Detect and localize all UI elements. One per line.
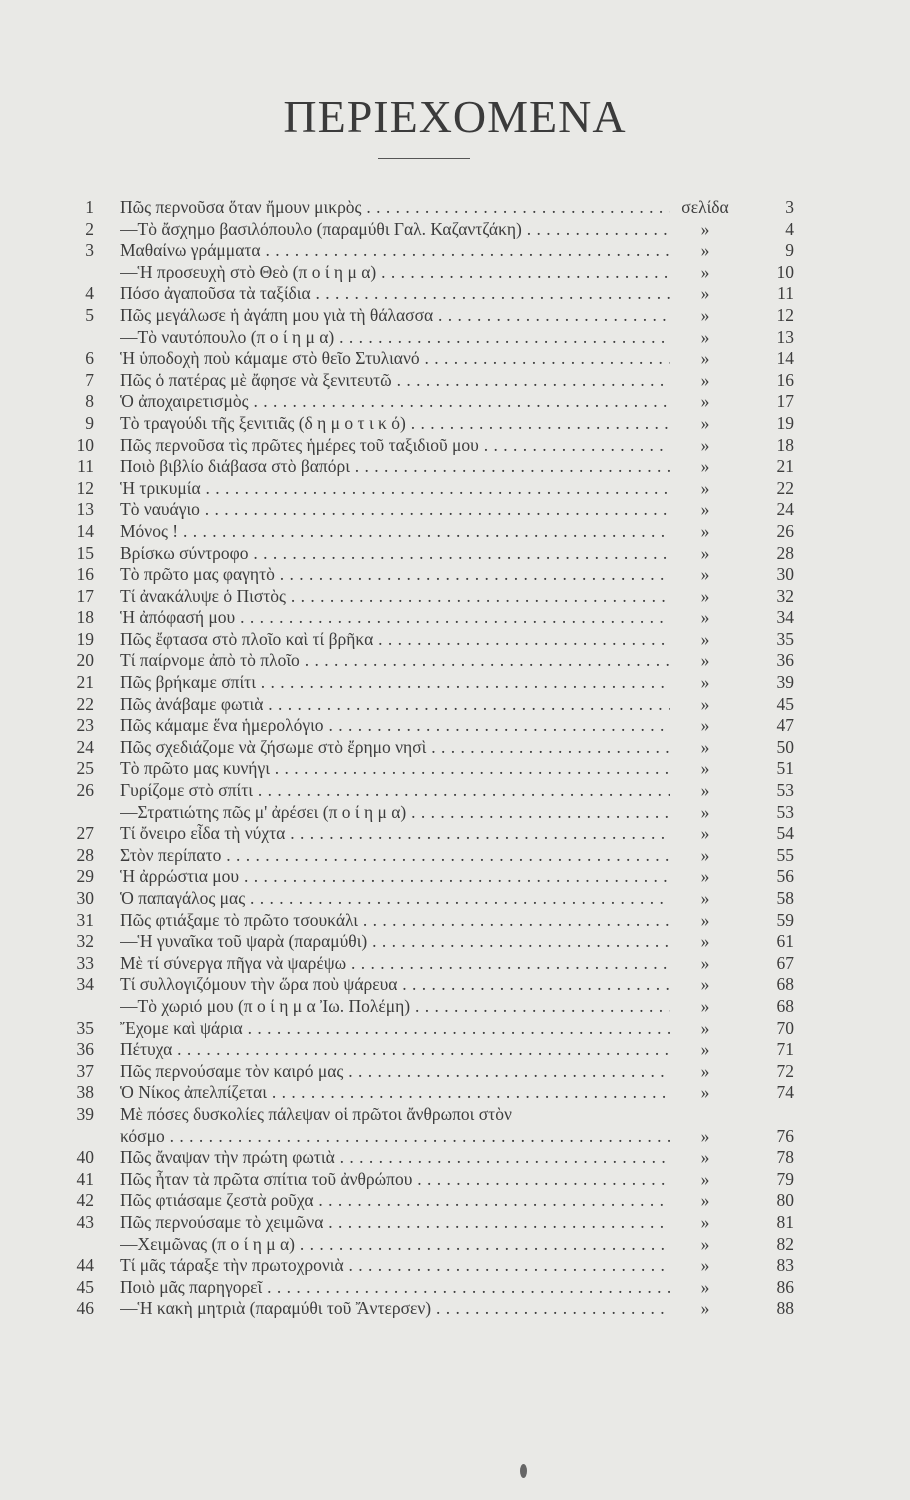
table-of-contents	[60, 197, 800, 1320]
chapter-title: —Στρατιώτης πῶς μ' ἀρέσει (π ο ί η μ α) . . .	[120, 802, 690, 824]
page-number: 68	[760, 996, 794, 1018]
chapter-number: 21	[76, 672, 94, 693]
chapter-title: Πῶς περνούσαμε τὸν καιρό μας . . .	[120, 1061, 690, 1083]
toc-entry	[60, 888, 800, 910]
chapter-number: 18	[76, 607, 94, 628]
chapter-title: —Ἡ προσευχὴ στὸ Θεὸ (π ο ί η μ α) . . .	[120, 262, 690, 284]
page-marker: »	[670, 650, 740, 672]
page-marker: »	[670, 737, 740, 759]
chapter-number: 30	[76, 888, 94, 908]
chapter-number: 10	[76, 434, 94, 455]
page-marker: »	[670, 456, 740, 478]
chapter-title: Πῶς κάμαμε ἕνα ἡμερολόγιο . . .	[120, 715, 690, 737]
chapter-title-continuation: κόσμο . . .	[120, 1126, 690, 1148]
page-number: 86	[760, 1277, 794, 1299]
chapter-title: —Τὸ ἄσχημο βασιλόπουλο (παραμύθι Γαλ. Καζαντζάκη) . . .	[120, 219, 690, 241]
page-marker: »	[670, 802, 740, 824]
chapter-number: 31	[76, 909, 94, 930]
chapter-title: Τί συλλογιζόμουν τὴν ὥρα ποὺ ψάρευα . . .	[120, 974, 690, 996]
page-number: 74	[760, 1082, 794, 1104]
page-marker: »	[670, 672, 740, 694]
chapter-number: 12	[76, 477, 94, 498]
toc-entry	[60, 435, 800, 457]
page-marker: »	[670, 996, 740, 1018]
page-marker: »	[670, 1212, 740, 1234]
chapter-number: 39	[76, 1103, 94, 1124]
page-number: 32	[760, 586, 794, 608]
toc-entry	[60, 456, 800, 478]
page-number: 16	[760, 370, 794, 392]
toc-entry	[60, 543, 800, 565]
chapter-number: 6	[85, 348, 94, 369]
toc-entry	[60, 758, 800, 780]
toc-entry	[60, 327, 800, 349]
chapter-title: Μὲ τί σύνεργα πῆγα νὰ ψαρέψω . . .	[120, 953, 690, 975]
toc-entry	[60, 1277, 800, 1299]
page-number: 11	[760, 283, 794, 305]
page-marker: »	[670, 1255, 740, 1277]
page-number: 10	[760, 262, 794, 284]
chapter-title: Τί ἀνακάλυψε ὁ Πιστὸς . . .	[120, 586, 690, 608]
toc-entry	[60, 1082, 800, 1104]
page-marker: »	[670, 715, 740, 737]
chapter-title: Τί παίρνομε ἀπὸ τὸ πλοῖο . . .	[120, 650, 690, 672]
chapter-number: 1	[85, 197, 94, 217]
chapter-title: Τὸ ναυάγιο . . .	[120, 499, 690, 521]
toc-entry	[60, 845, 800, 867]
page-marker: »	[670, 521, 740, 543]
toc-entry-continuation	[60, 1126, 800, 1148]
page-number: 47	[760, 715, 794, 737]
page-number: 71	[760, 1039, 794, 1061]
chapter-number: 25	[76, 758, 94, 779]
toc-entry	[60, 283, 800, 305]
chapter-title: Πῶς φτιάσαμε ζεστὰ ροῦχα . . .	[120, 1190, 690, 1212]
chapter-number: 40	[76, 1147, 94, 1168]
chapter-title: —Ἡ κακὴ μητριὰ (παραμύθι τοῦ Ἄντερσεν) . . .	[120, 1298, 690, 1320]
chapter-title: Ἡ τρικυμία . . .	[120, 478, 690, 500]
chapter-number: 34	[76, 974, 94, 995]
chapter-number: 38	[76, 1082, 94, 1103]
chapter-number: 35	[76, 1017, 94, 1038]
page-number: 53	[760, 802, 794, 824]
page-number: 50	[760, 737, 794, 759]
chapter-title: Πῶς φτιάξαμε τὸ πρῶτο τσουκάλι . . .	[120, 910, 690, 932]
chapter-title: Πῶς περνοῦσα τὶς πρῶτες ἡμέρες τοῦ ταξιδιοῦ μου . . .	[120, 435, 690, 457]
chapter-number: 17	[76, 585, 94, 606]
chapter-title: Πῶς ἄναψαν τὴν πρώτη φωτιὰ . . .	[120, 1147, 690, 1169]
toc-entry	[60, 391, 800, 413]
chapter-number: 23	[76, 715, 94, 736]
chapter-number: 24	[76, 736, 94, 757]
chapter-number: 22	[76, 693, 94, 714]
page-number: 3	[760, 197, 794, 219]
chapter-title: Πῶς ἔφτασα στὸ πλοῖο καὶ τί βρῆκα . . .	[120, 629, 690, 651]
chapter-title: Τὸ τραγούδι τῆς ξενιτιᾶς (δ η μ ο τ ι κ ό) . . .	[120, 413, 690, 435]
chapter-title: Πέτυχα . . .	[120, 1039, 690, 1061]
page-number: 39	[760, 672, 794, 694]
chapter-number: 45	[76, 1276, 94, 1297]
page-marker: »	[670, 327, 740, 349]
page-number: 72	[760, 1061, 794, 1083]
page-marker: »	[670, 974, 740, 996]
page-number: 58	[760, 888, 794, 910]
chapter-number: 20	[76, 650, 94, 671]
chapter-title: Ἡ ὑποδοχὴ ποὺ κάμαμε στὸ θεῖο Στυλιανό . . .	[120, 348, 690, 370]
toc-entry	[60, 607, 800, 629]
page-marker: »	[670, 435, 740, 457]
toc-entry	[60, 1234, 800, 1256]
page-marker: »	[670, 607, 740, 629]
toc-entry	[60, 1190, 800, 1212]
chapter-number: 32	[76, 931, 94, 952]
chapter-number: 11	[77, 456, 94, 477]
chapter-title: Πῶς περνοῦσα ὅταν ἤμουν μικρὸς . . .	[120, 197, 690, 219]
chapter-title: Ποιὸ βιβλίο διάβασα στὸ βαπόρι . . .	[120, 456, 690, 478]
page-number: 36	[760, 650, 794, 672]
chapter-title: —Ἡ γυναῖκα τοῦ ψαρὰ (παραμύθι) . . .	[120, 931, 690, 953]
chapter-title: Ὁ παπαγάλος μας . . .	[120, 888, 690, 910]
page-marker: »	[670, 1169, 740, 1191]
chapter-number: 8	[85, 391, 94, 412]
chapter-title: Πῶς βρήκαμε σπίτι . . .	[120, 672, 690, 694]
page-marker: »	[670, 694, 740, 716]
page-marker: »	[670, 283, 740, 305]
chapter-title: Τί ὄνειρο εἶδα τὴ νύχτα . . .	[120, 823, 690, 845]
page-marker: »	[670, 240, 740, 262]
chapter-title: —Χειμῶνας (π ο ί η μ α) . . .	[120, 1234, 690, 1256]
toc-entry	[60, 1061, 800, 1083]
page-number: 80	[760, 1190, 794, 1212]
toc-entry	[60, 694, 800, 716]
page-number: 70	[760, 1018, 794, 1040]
toc-entry	[60, 953, 800, 975]
page-marker: »	[670, 586, 740, 608]
chapter-number: 15	[76, 542, 94, 563]
page-marker: »	[670, 564, 740, 586]
page-marker: »	[670, 953, 740, 975]
page-number: 67	[760, 953, 794, 975]
page-marker: »	[670, 1018, 740, 1040]
page-number: 17	[760, 391, 794, 413]
toc-entry	[60, 823, 800, 845]
chapter-number: 28	[76, 844, 94, 865]
page-number: 14	[760, 348, 794, 370]
chapter-title: —Τὸ ναυτόπουλο (π ο ί η μ α) . . .	[120, 327, 690, 349]
toc-entry	[60, 1147, 800, 1169]
chapter-title: Βρίσκω σύντροφο . . .	[120, 543, 690, 565]
page-marker: »	[670, 888, 740, 910]
page-marker: »	[670, 219, 740, 241]
chapter-number: 4	[85, 283, 94, 304]
page-number: 76	[760, 1126, 794, 1148]
chapter-number: 5	[85, 304, 94, 325]
page-number: 30	[760, 564, 794, 586]
chapter-number: 37	[76, 1060, 94, 1081]
chapter-title: Τὸ πρῶτο μας φαγητὸ . . .	[120, 564, 690, 586]
ink-spot	[520, 1464, 527, 1478]
toc-entry	[60, 737, 800, 759]
chapter-title: Πόσο ἀγαποῦσα τὰ ταξίδια . . .	[120, 283, 690, 305]
page-marker: »	[670, 478, 740, 500]
page-number: 12	[760, 305, 794, 327]
chapter-title: Ποιὸ μᾶς παρηγορεῖ . . .	[120, 1277, 690, 1299]
toc-entry	[60, 996, 800, 1018]
chapter-number: 36	[76, 1039, 94, 1060]
toc-entry	[60, 629, 800, 651]
page-number: 88	[760, 1298, 794, 1320]
page-number: 55	[760, 845, 794, 867]
page-marker: »	[670, 262, 740, 284]
chapter-title: Πῶς σχεδιάζομε νὰ ζήσωμε στὸ ἔρημο νησὶ . . .	[120, 737, 690, 759]
chapter-number: 19	[76, 628, 94, 649]
chapter-number: 33	[76, 952, 94, 973]
page-marker: »	[670, 629, 740, 651]
page-number: 21	[760, 456, 794, 478]
page-number: 35	[760, 629, 794, 651]
page-marker: σελίδα	[670, 197, 740, 219]
page-marker: »	[670, 499, 740, 521]
page-number: 9	[760, 240, 794, 262]
page-marker: »	[670, 1298, 740, 1320]
chapter-title: Ὁ ἀποχαιρετισμὸς . . .	[120, 391, 690, 413]
page-number: 19	[760, 413, 794, 435]
toc-entry	[60, 1255, 800, 1277]
page-marker: »	[670, 348, 740, 370]
toc-entry	[60, 931, 800, 953]
toc-entry	[60, 197, 800, 219]
toc-entry	[60, 240, 800, 262]
chapter-title: Πῶς ἦταν τὰ πρῶτα σπίτια τοῦ ἀνθρώπου . . .	[120, 1169, 690, 1191]
page-marker: »	[670, 845, 740, 867]
page-marker: »	[670, 413, 740, 435]
toc-entry	[60, 348, 800, 370]
page-marker: »	[670, 391, 740, 413]
chapter-title: Ἡ ἀρρώστια μου . . .	[120, 866, 690, 888]
page-number: 61	[760, 931, 794, 953]
page-number: 51	[760, 758, 794, 780]
chapter-number: 42	[76, 1190, 94, 1211]
toc-entry	[60, 1104, 800, 1126]
page-number: 79	[760, 1169, 794, 1191]
toc-entry	[60, 586, 800, 608]
page-number: 59	[760, 910, 794, 932]
page-marker: »	[670, 305, 740, 327]
page-number: 26	[760, 521, 794, 543]
page-number: 78	[760, 1147, 794, 1169]
toc-entry	[60, 715, 800, 737]
chapter-number: 29	[76, 866, 94, 887]
page-marker: »	[670, 1147, 740, 1169]
toc-entry	[60, 780, 800, 802]
page-marker: »	[670, 1190, 740, 1212]
chapter-title: Ὁ Νίκος ἀπελπίζεται . . .	[120, 1082, 690, 1104]
page-number: 54	[760, 823, 794, 845]
chapter-title: —Τὸ χωριό μου (π ο ί η μ α Ἰω. Πολέμη) . . .	[120, 996, 690, 1018]
page-number: 81	[760, 1212, 794, 1234]
toc-entry	[60, 305, 800, 327]
page-marker: »	[670, 543, 740, 565]
chapter-number: 16	[76, 564, 94, 585]
toc-entry	[60, 1169, 800, 1191]
chapter-number: 13	[76, 499, 94, 520]
page-marker: »	[670, 1082, 740, 1104]
page-marker: »	[670, 910, 740, 932]
page-number: 53	[760, 780, 794, 802]
page-marker: »	[670, 780, 740, 802]
chapter-title: Πῶς μεγάλωσε ἡ ἀγάπη μου γιὰ τὴ θάλασσα . . .	[120, 305, 690, 327]
page-number: 22	[760, 478, 794, 500]
chapter-title: Ἡ ἀπόφασή μου . . .	[120, 607, 690, 629]
toc-entry	[60, 478, 800, 500]
page-marker: »	[670, 1061, 740, 1083]
chapter-number: 14	[76, 520, 94, 541]
title-divider	[378, 158, 470, 159]
chapter-number: 3	[85, 240, 94, 261]
toc-entry	[60, 219, 800, 241]
page-number: 13	[760, 327, 794, 349]
toc-entry	[60, 564, 800, 586]
chapter-number: 41	[76, 1168, 94, 1189]
chapter-title: Τὸ πρῶτο μας κυνήγι . . .	[120, 758, 690, 780]
page-marker: »	[670, 1126, 740, 1148]
toc-entry	[60, 1018, 800, 1040]
page-marker: »	[670, 1234, 740, 1256]
chapter-title: Ἔχομε καὶ ψάρια . . .	[120, 1018, 690, 1040]
toc-entry	[60, 499, 800, 521]
chapter-title: Τί μᾶς τάραξε τὴν πρωτοχρονιὰ . . .	[120, 1255, 690, 1277]
chapter-title: Στὸν περίπατο . . .	[120, 845, 690, 867]
page-number: 34	[760, 607, 794, 629]
page-title: ΠΕΡΙΕΧΟΜΕΝΑ	[283, 91, 627, 142]
chapter-number: 9	[85, 412, 94, 433]
chapter-number: 7	[85, 369, 94, 390]
chapter-title: Πῶς ὁ πατέρας μὲ ἄφησε νὰ ξενιτευτῶ . . .	[120, 370, 690, 392]
toc-entry	[60, 521, 800, 543]
page-number: 83	[760, 1255, 794, 1277]
toc-entry	[60, 910, 800, 932]
chapter-title: Μαθαίνω γράμματα . . .	[120, 240, 690, 262]
toc-entry	[60, 262, 800, 284]
chapter-title: Γυρίζομε στὸ σπίτι . . .	[120, 780, 690, 802]
chapter-number: 2	[85, 218, 94, 239]
page-marker: »	[670, 758, 740, 780]
page-marker: »	[670, 1039, 740, 1061]
chapter-number: 43	[76, 1211, 94, 1232]
page-number: 68	[760, 974, 794, 996]
toc-entry	[60, 866, 800, 888]
page-number: 18	[760, 435, 794, 457]
page-number: 82	[760, 1234, 794, 1256]
page-marker: »	[670, 823, 740, 845]
page-marker: »	[670, 1277, 740, 1299]
toc-entry	[60, 672, 800, 694]
toc-entry	[60, 413, 800, 435]
page-marker: »	[670, 931, 740, 953]
toc-entry	[60, 370, 800, 392]
chapter-number: 44	[76, 1255, 94, 1276]
page-number: 24	[760, 499, 794, 521]
toc-entry	[60, 974, 800, 996]
chapter-title: Πῶς ἀνάβαμε φωτιὰ . . .	[120, 694, 690, 716]
chapter-number: 27	[76, 823, 94, 844]
page-number: 56	[760, 866, 794, 888]
page-marker: »	[670, 866, 740, 888]
toc-entry	[60, 1298, 800, 1320]
chapter-title: Πῶς περνούσαμε τὸ χειμῶνα . . .	[120, 1212, 690, 1234]
chapter-title: Μόνος ! . . .	[120, 521, 690, 543]
page-number: 4	[760, 219, 794, 241]
chapter-number: 26	[76, 780, 94, 801]
toc-entry	[60, 650, 800, 672]
toc-entry	[60, 802, 800, 824]
toc-entry	[60, 1212, 800, 1234]
toc-entry	[60, 1039, 800, 1061]
chapter-title: Μὲ πόσες δυσκολίες πάλεψαν οἱ πρῶτοι ἄνθρωποι στὸν	[120, 1103, 512, 1124]
chapter-number: 46	[76, 1298, 94, 1319]
page-marker: »	[670, 370, 740, 392]
page-number: 28	[760, 543, 794, 565]
page-number: 45	[760, 694, 794, 716]
